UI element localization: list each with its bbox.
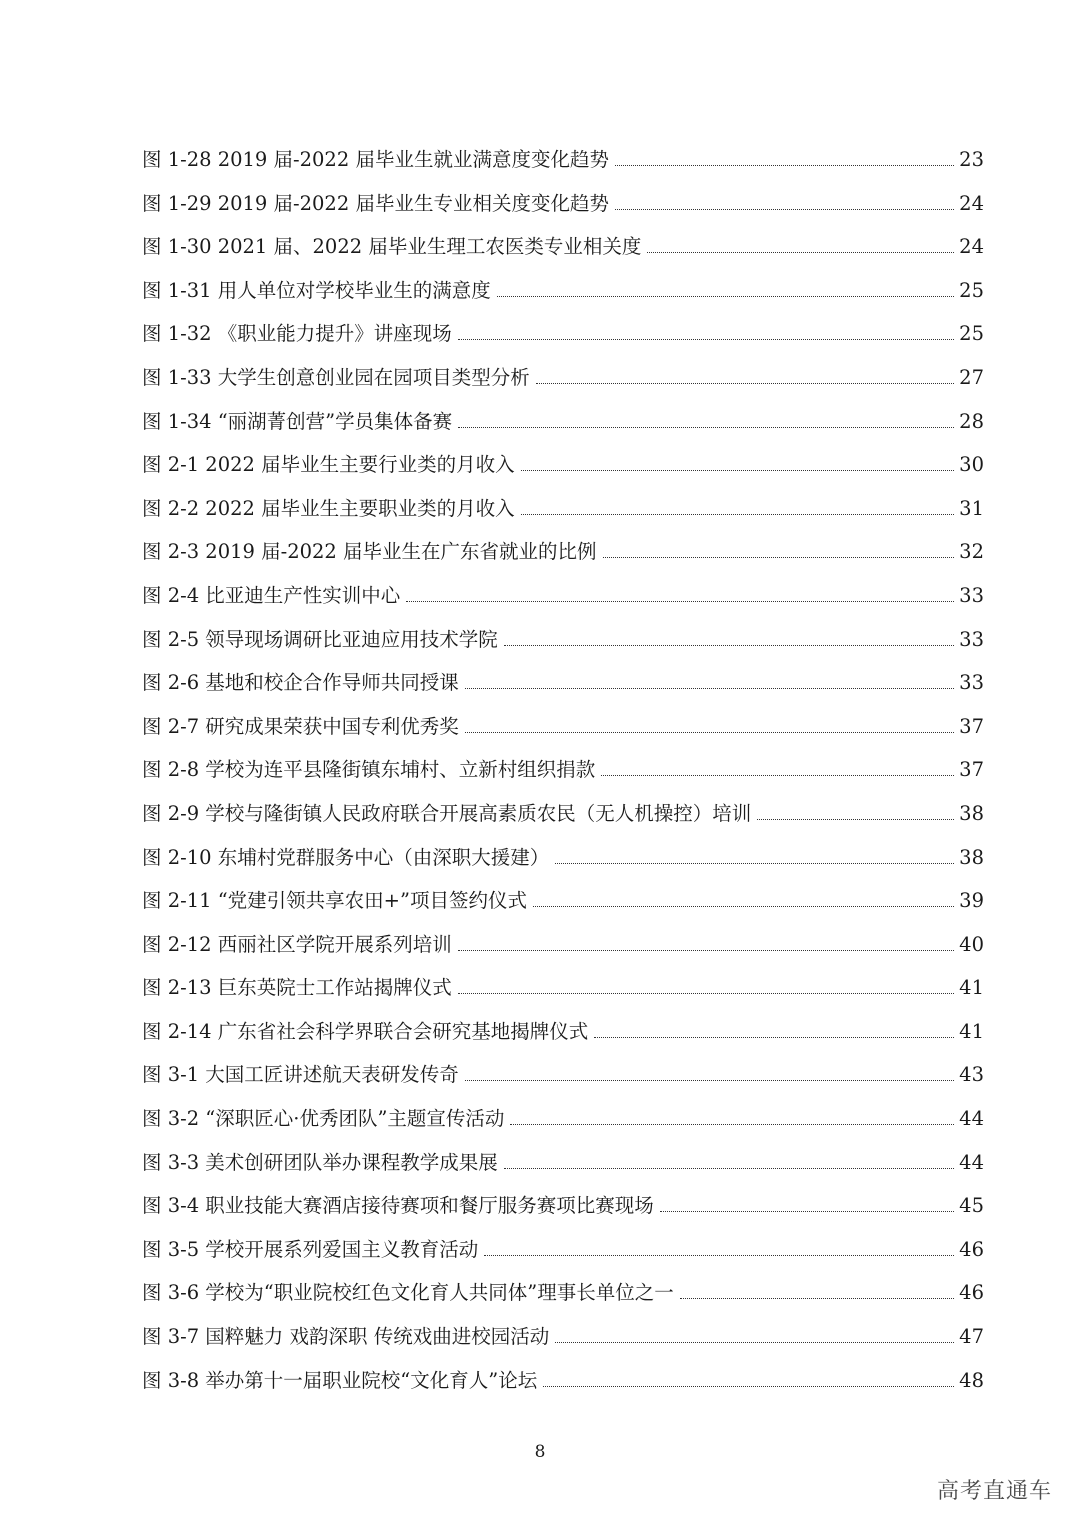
toc-entry-page: 39 xyxy=(959,889,984,913)
toc-entry xyxy=(142,138,984,182)
toc-entry-title: 图 3-6 学校为“职业院校红色文化育人共同体”理事长单位之一 xyxy=(142,1281,674,1305)
toc-entry-title: 图 3-5 学校开展系列爱国主义教育活动 xyxy=(142,1237,479,1261)
toc-entry-title: 图 1-28 2019 届-2022 届毕业生就业满意度变化趋势 xyxy=(142,148,609,171)
toc-entry-title: 图 2-1 2022 届毕业生主要行业类的月收入 xyxy=(142,453,515,477)
dot-leader xyxy=(458,993,954,994)
toc-entry xyxy=(142,661,984,705)
toc-entry xyxy=(142,923,984,967)
dot-leader xyxy=(484,1255,954,1256)
toc-entry-page: 40 xyxy=(959,932,984,956)
toc-entry-title: 图 2-5 领导现场调研比亚迪应用技术学院 xyxy=(142,627,498,651)
toc-entry-page: 28 xyxy=(959,409,984,433)
toc-entry-page: 37 xyxy=(959,714,984,738)
dot-leader xyxy=(615,209,954,210)
dot-leader xyxy=(504,645,954,646)
toc-entry-page: 23 xyxy=(959,148,984,171)
dot-leader xyxy=(521,514,954,515)
toc-entry-title: 图 3-3 美术创研团队举办课程教学成果展 xyxy=(142,1150,498,1174)
toc-entry-title: 图 2-8 学校为连平县隆街镇东埔村、立新村组织捐款 xyxy=(142,758,596,782)
toc-entry xyxy=(142,356,984,400)
dot-leader xyxy=(458,427,954,428)
toc-entry-page: 45 xyxy=(959,1194,984,1218)
toc-entry-title: 图 2-4 比亚迪生产性实训中心 xyxy=(142,583,401,607)
toc-entry-title: 图 1-33 大学生创意创业园在园项目类型分析 xyxy=(142,365,530,389)
dot-leader xyxy=(458,950,954,951)
toc-entry-page: 25 xyxy=(959,278,984,302)
page-number: 8 xyxy=(534,1442,546,1462)
toc-entry-page: 24 xyxy=(959,191,984,215)
figure-list-toc xyxy=(142,138,984,1402)
dot-leader xyxy=(543,1386,954,1387)
dot-leader xyxy=(465,732,954,733)
toc-entry-title: 图 1-32 《职业能力提升》讲座现场 xyxy=(142,322,452,346)
toc-entry xyxy=(142,1141,984,1185)
toc-entry-title: 图 1-29 2019 届-2022 届毕业生专业相关度变化趋势 xyxy=(142,191,609,215)
toc-entry-title: 图 2-2 2022 届毕业生主要职业类的月收入 xyxy=(142,496,515,520)
toc-entry xyxy=(142,1053,984,1097)
toc-entry xyxy=(142,618,984,662)
toc-entry-title: 图 3-7 国粹魅力 戏韵深职 传统戏曲进校园活动 xyxy=(142,1325,550,1349)
toc-entry-page: 44 xyxy=(959,1107,984,1131)
dot-leader xyxy=(601,775,954,776)
toc-entry-title: 图 2-13 巨东英院士工作站揭牌仪式 xyxy=(142,976,452,1000)
toc-entry-page: 37 xyxy=(959,758,984,782)
toc-entry-title: 图 1-30 2021 届、2022 届毕业生理工农医类专业相关度 xyxy=(142,235,642,259)
dot-leader xyxy=(510,1124,954,1125)
toc-entry-page: 47 xyxy=(959,1325,984,1349)
dot-leader xyxy=(504,1168,954,1169)
toc-entry xyxy=(142,1359,984,1403)
toc-entry xyxy=(142,792,984,836)
toc-entry-page: 33 xyxy=(959,671,984,695)
toc-entry xyxy=(142,1315,984,1359)
toc-entry-title: 图 3-1 大国工匠讲述航天表研发传奇 xyxy=(142,1063,459,1087)
toc-entry-page: 38 xyxy=(959,845,984,869)
toc-entry-page: 46 xyxy=(959,1237,984,1261)
toc-entry-page: 41 xyxy=(959,1019,984,1043)
toc-entry xyxy=(142,574,984,618)
toc-entry xyxy=(142,443,984,487)
watermark-logo-text: 高考直通车 xyxy=(936,1479,1052,1504)
toc-entry-page: 48 xyxy=(959,1368,984,1392)
dot-leader xyxy=(594,1037,954,1038)
toc-entry-title: 图 2-14 广东省社会科学界联合会研究基地揭牌仪式 xyxy=(142,1019,589,1043)
toc-entry xyxy=(142,748,984,792)
toc-entry xyxy=(142,1271,984,1315)
dot-leader xyxy=(647,252,954,253)
dot-leader xyxy=(497,296,954,297)
toc-entry xyxy=(142,966,984,1010)
toc-entry-title: 图 2-7 研究成果荣获中国专利优秀奖 xyxy=(142,714,459,738)
dot-leader xyxy=(406,601,954,602)
dot-leader xyxy=(660,1211,954,1212)
toc-entry xyxy=(142,182,984,226)
toc-entry-page: 44 xyxy=(959,1150,984,1174)
dot-leader xyxy=(603,557,954,558)
toc-entry-title: 图 1-31 用人单位对学校毕业生的满意度 xyxy=(142,278,491,302)
toc-entry-page: 31 xyxy=(959,496,984,520)
toc-entry xyxy=(142,487,984,531)
dot-leader xyxy=(533,906,954,907)
toc-entry-page: 38 xyxy=(959,801,984,825)
dot-leader xyxy=(757,819,954,820)
toc-entry-page: 41 xyxy=(959,976,984,1000)
toc-entry-page: 33 xyxy=(959,627,984,651)
dot-leader xyxy=(465,1080,954,1081)
toc-entry xyxy=(142,1097,984,1141)
dot-leader xyxy=(615,165,954,166)
toc-entry-page: 24 xyxy=(959,235,984,259)
toc-entry-title: 图 3-8 举办第十一届职业院校“文化育人”论坛 xyxy=(142,1368,538,1392)
toc-entry-title: 图 1-34 “丽湖菁创营”学员集体备赛 xyxy=(142,409,453,433)
toc-entry-title: 图 2-10 东埔村党群服务中心（由深职大援建） xyxy=(142,845,550,869)
toc-entry-title: 图 2-3 2019 届-2022 届毕业生在广东省就业的比例 xyxy=(142,540,597,564)
toc-entry xyxy=(142,1010,984,1054)
toc-entry xyxy=(142,705,984,749)
toc-entry-title: 图 2-9 学校与隆街镇人民政府联合开展高素质农民（无人机操控）培训 xyxy=(142,801,752,825)
toc-entry xyxy=(142,1184,984,1228)
dot-leader xyxy=(465,688,954,689)
toc-entry-page: 30 xyxy=(959,453,984,477)
dot-leader xyxy=(458,339,954,340)
toc-entry-title: 图 3-2 “深职匠心·优秀团队”主题宣传活动 xyxy=(142,1107,505,1131)
dot-leader xyxy=(680,1298,954,1299)
toc-entry xyxy=(142,836,984,880)
toc-entry-page: 25 xyxy=(959,322,984,346)
toc-entry xyxy=(142,879,984,923)
toc-entry xyxy=(142,1228,984,1272)
toc-entry xyxy=(142,225,984,269)
toc-entry xyxy=(142,400,984,444)
dot-leader xyxy=(555,1342,954,1343)
dot-leader xyxy=(536,383,954,384)
toc-entry-page: 33 xyxy=(959,583,984,607)
toc-entry-title: 图 2-11 “党建引领共享农田+”项目签约仪式 xyxy=(142,889,527,913)
toc-entry xyxy=(142,312,984,356)
toc-entry-title: 图 2-12 西丽社区学院开展系列培训 xyxy=(142,932,452,956)
toc-entry xyxy=(142,530,984,574)
toc-entry-page: 27 xyxy=(959,365,984,389)
toc-entry-title: 图 3-4 职业技能大赛酒店接待赛项和餐厅服务赛项比赛现场 xyxy=(142,1194,654,1218)
toc-entry-page: 32 xyxy=(959,540,984,564)
toc-entry-page: 43 xyxy=(959,1063,984,1087)
dot-leader xyxy=(555,863,954,864)
toc-entry-page: 46 xyxy=(959,1281,984,1305)
dot-leader xyxy=(521,470,954,471)
toc-entry-title: 图 2-6 基地和校企合作导师共同授课 xyxy=(142,671,459,695)
toc-entry xyxy=(142,269,984,313)
